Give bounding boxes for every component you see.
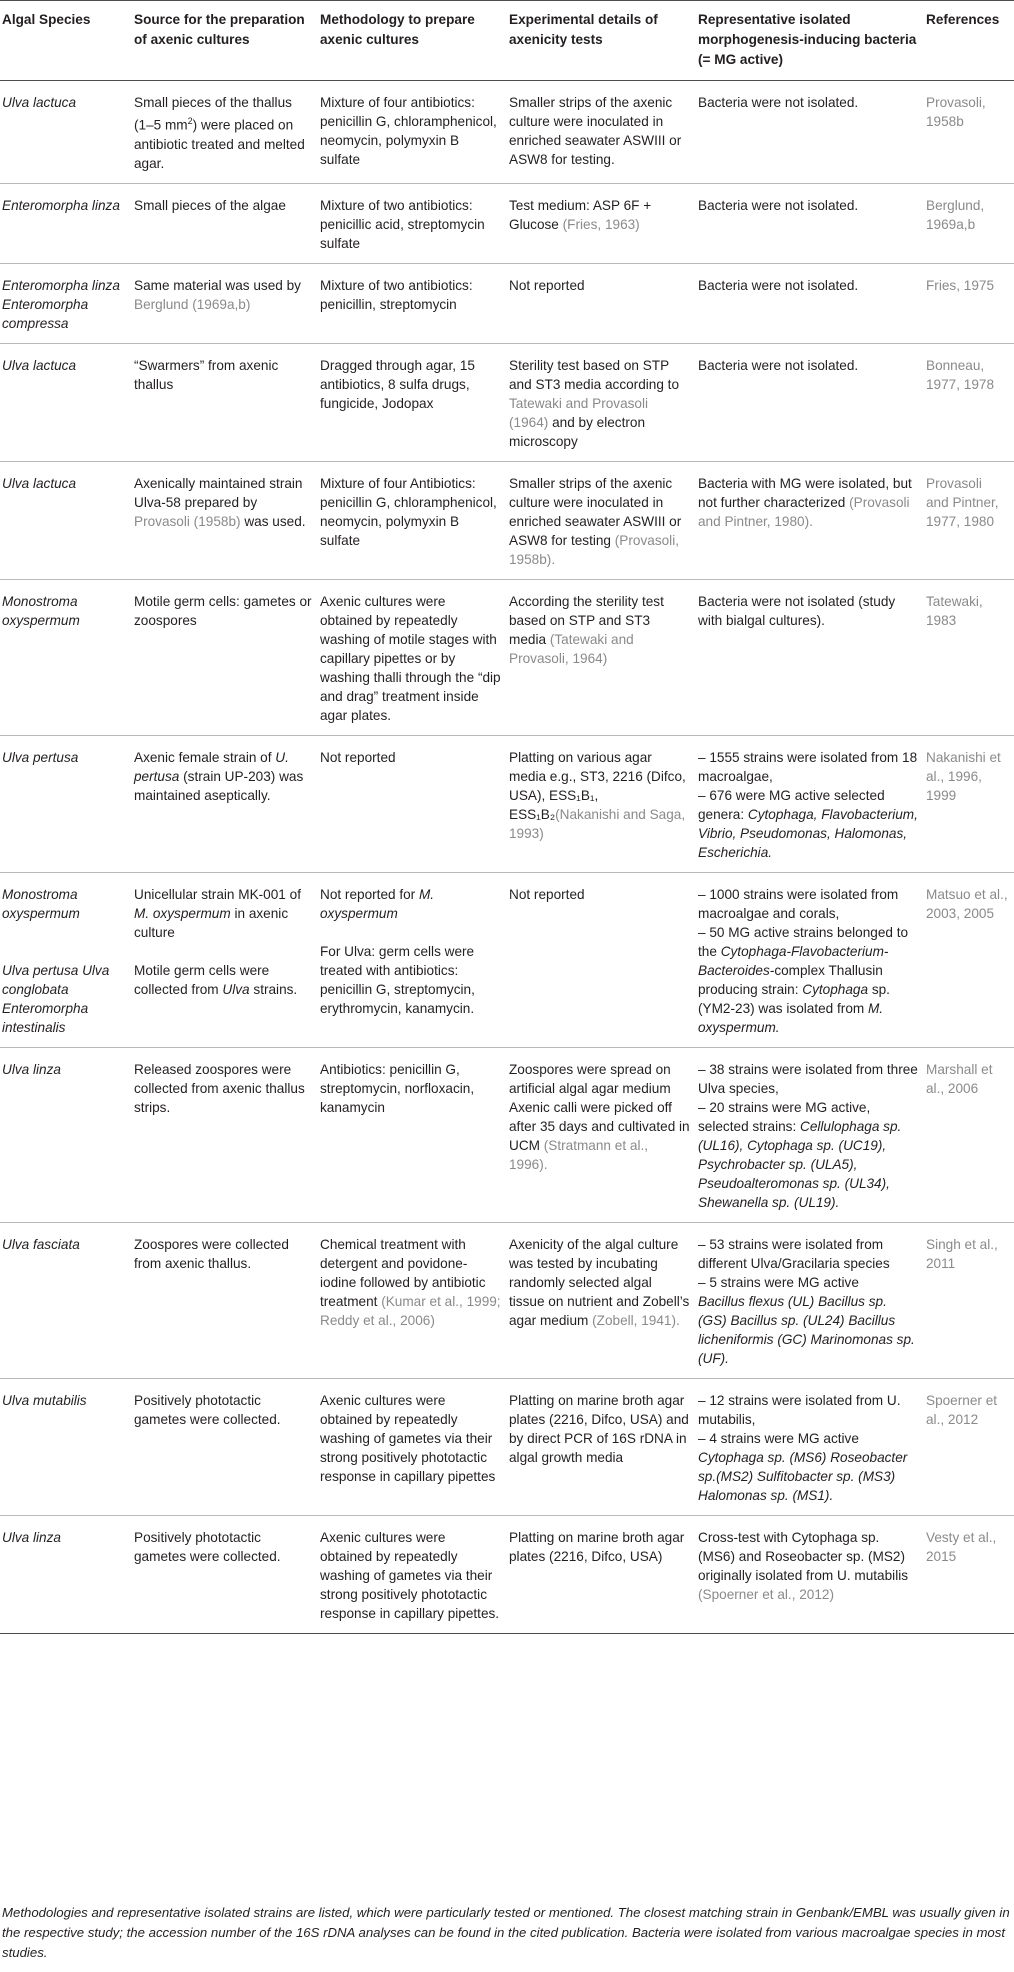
citation: Tatewaki and Provasoli (1964) <box>509 395 649 430</box>
method-line <box>320 885 501 923</box>
method-cell: Mixture of two antibiotics: penicillic acid, streptomycin sulfate <box>318 183 507 263</box>
table-row <box>0 1378 1014 1515</box>
header-isolated-bacteria: Representative isolated morphogenesis-inducing bacteria (= MG active) <box>696 1 924 81</box>
test-cell <box>507 579 696 735</box>
source-text-tail: was used. <box>244 513 306 529</box>
bacteria-genus: Cytophaga <box>802 981 869 997</box>
bacteria-strains: Cellulophaga sp. (UL16), Cytophaga sp. (UC19), Psychrobacter sp. (ULA5), Pseudoalteromonas sp. (UL34), Shewanella sp. (UL19). <box>698 1118 902 1210</box>
bacteria-strains: Bacillus flexus (UL) Bacillus sp. (GS) Bacillus sp. (UL24) Bacillus licheniformis (GC) Marinomonas sp. (UF). <box>698 1293 915 1366</box>
citation: (Spoerner et al., 2012) <box>698 1586 835 1602</box>
test-text: Smaller strips of the axenic culture were inoculated in enriched seawater ASWIII or ASW8 for testing <box>509 475 682 548</box>
header-algal-species: Algal Species <box>0 1 132 81</box>
header-methodology: Methodology to prepare axenic cultures <box>318 1 507 81</box>
method-cell <box>318 1222 507 1378</box>
source-text: Axenically maintained strain Ulva-58 prepared by <box>134 475 303 510</box>
spacer <box>134 942 312 961</box>
reference-cell: Matsuo et al., 2003, 2005 <box>924 872 1014 1047</box>
bacteria-line: – 676 were MG active selected genera: <box>698 787 885 822</box>
method-cell: Dragged through agar, 15 antibiotics, 8 sulfa drugs, fungicide, Jodopax <box>318 343 507 461</box>
bacteria-cell <box>696 872 924 1047</box>
table-row <box>0 1222 1014 1378</box>
citation: (Provasoli and Pintner, 1980). <box>698 494 910 529</box>
bacteria-cell <box>696 735 924 872</box>
species-cell: Ulva lactuca <box>0 461 132 579</box>
method-cell: Mixture of four antibiotics: penicillin G, chloramphenicol, neomycin, polymyxin B sulfate <box>318 81 507 184</box>
table-row <box>0 1515 1014 1633</box>
source-cell <box>132 263 318 343</box>
reference-cell: Marshall et al., 2006 <box>924 1047 1014 1222</box>
test-cell <box>507 183 696 263</box>
species-cell: Ulva linza <box>0 1047 132 1222</box>
bacteria-complex: Cytophaga-Flavobacterium-Bacteroides- <box>698 943 889 978</box>
spacer <box>2 942 126 961</box>
bacteria-genera: Cytophaga, Flavobacterium, Vibrio, Pseudomonas, Halomonas, Escherichia. <box>698 806 918 860</box>
source-cell <box>132 872 318 1047</box>
species-cell: Ulva linza <box>0 1515 132 1633</box>
test-cell: Smaller strips of the axenic culture were inoculated in enriched seawater ASWIII or ASW8 for testing. <box>507 81 696 184</box>
reference-cell: Spoerner et al., 2012 <box>924 1378 1014 1515</box>
species-cell <box>0 872 132 1047</box>
source-cell <box>132 461 318 579</box>
table-footnote: Methodologies and representative isolated strains are listed, which were particularly tested or mentioned. The closest matching strain in Genbank/EMBL was usually given in the respective study; the accession number of the 16S rDNA analyses can be found in the cited publication. Bacteria were isolated from various macroalgae species in most studies. <box>2 1905 1010 1960</box>
species-name: Ulva <box>222 981 250 997</box>
bacteria-strains: Cytophaga sp. (MS6) Roseobacter sp.(MS2) Sulfitobacter sp. (MS3) Halomonas sp. (MS1). <box>698 1449 908 1503</box>
species-cell: Ulva mutabilis <box>0 1378 132 1515</box>
bacteria-cell <box>696 1047 924 1222</box>
table-body <box>0 81 1014 1634</box>
table-row <box>0 343 1014 461</box>
bacteria-cell: Bacteria were not isolated. <box>696 81 924 184</box>
reference-cell: Vesty et al., 2015 <box>924 1515 1014 1633</box>
test-text: According the sterility test based on STP and ST3 media <box>509 593 664 647</box>
citation: (Nakanishi and Saga, 1993) <box>509 806 686 841</box>
test-text: Test medium: ASP 6F + Glucose <box>509 197 652 232</box>
test-text-tail: and by electron microscopy <box>509 414 646 449</box>
table-header <box>0 1 1014 81</box>
test-text: Zoospores were spread on artificial algal agar medium Axenic calli were picked off after 35 days and cultivated in UCM <box>509 1061 690 1153</box>
method-cell: Mixture of four Antibiotics: penicillin G, chloramphenicol, neomycin, polymyxin B sulfate <box>318 461 507 579</box>
species-line: Enteromorpha linza <box>2 277 120 293</box>
test-cell <box>507 1222 696 1378</box>
source-text-tail: in axenic culture <box>134 905 289 940</box>
species-cell <box>0 263 132 343</box>
bacteria-line: – 20 strains were MG active, selected strains: <box>698 1099 871 1134</box>
bacteria-line: – 12 strains were isolated from U. mutabilis, <box>698 1392 901 1427</box>
source-cell: Positively phototactic gametes were collected. <box>132 1378 318 1515</box>
test-cell: Not reported <box>507 872 696 1047</box>
bacteria-line: – 4 strains were MG active <box>698 1430 859 1446</box>
spacer <box>320 923 501 942</box>
bacteria-line: – 50 MG active strains belonged to the <box>698 924 909 959</box>
citation: (Tatewaki and Provasoli, 1964) <box>509 631 634 666</box>
bacteria-cell <box>696 1515 924 1633</box>
table-row <box>0 735 1014 872</box>
bacteria-cell: Bacteria were not isolated. <box>696 263 924 343</box>
reference-cell: Bonneau, 1977, 1978 <box>924 343 1014 461</box>
bacteria-line: – 1000 strains were isolated from macroalgae and corals, <box>698 886 899 921</box>
source-cell: Released zoospores were collected from axenic thallus strips. <box>132 1047 318 1222</box>
method-cell: Not reported <box>318 735 507 872</box>
table-row <box>0 81 1014 184</box>
bacteria-cell <box>696 461 924 579</box>
species-line: Monostroma oxyspermum <box>2 886 80 921</box>
citation: Provasoli (1958b) <box>134 513 241 529</box>
source-cell: “Swarmers” from axenic thallus <box>132 343 318 461</box>
bacteria-line: – 1555 strains were isolated from 18 macroalgae, <box>698 749 918 784</box>
species-name: M. oxyspermum <box>134 905 231 921</box>
bacteria-cell <box>696 1222 924 1378</box>
bacteria-text: complex Thallusin producing strain: <box>698 962 883 997</box>
table-row <box>0 263 1014 343</box>
citation: (Provasoli, 1958b). <box>509 532 679 567</box>
method-line <box>320 942 501 1018</box>
header-source: Source for the preparation of axenic cultures <box>132 1 318 81</box>
table-row <box>0 579 1014 735</box>
source-cell: Positively phototactic gametes were collected. <box>132 1515 318 1633</box>
bacteria-text: Bacteria with MG were isolated, but not further characterized <box>698 475 912 510</box>
table-row <box>0 183 1014 263</box>
source-cell: Zoospores were collected from axenic thallus. <box>132 1222 318 1378</box>
species-name: M. oxyspermum <box>320 886 435 921</box>
source-text-tail: (strain UP-203) was maintained aseptically. <box>134 768 304 803</box>
test-text: Platting on various agar media e.g., ST3, 2216 (Difco, USA), ESS₁B₁, ESS₁B₂ <box>509 749 686 822</box>
method-text: Chemical treatment with detergent and povidone-iodine followed by antibiotic treatment <box>320 1236 486 1309</box>
source-cell: Small pieces of the thallus (1–5 $mm^2$) were placed on antibiotic treated and melted agar. <box>132 81 318 184</box>
source-text: Unicellular strain MK-001 of <box>134 886 301 902</box>
method-cell: Axenic cultures were obtained by repeatedly washing of motile stages with capillary pipettes or by washing thalli through the “dip and drag” treatment inside agar plates. <box>318 579 507 735</box>
bacteria-line: – 38 strains were isolated from three Ulva species, <box>698 1061 918 1096</box>
header-axenicity-tests: Experimental details of axenicity tests <box>507 1 696 81</box>
reference-cell: Provasoli and Pintner, 1977, 1980 <box>924 461 1014 579</box>
test-cell: Platting on marine broth agar plates (2216, Difco, USA) <box>507 1515 696 1633</box>
species-line: Enteromorpha compressa <box>2 296 89 331</box>
species-cell: Ulva lactuca <box>0 343 132 461</box>
method-text: germ cells were treated with antibiotics: penicillin G, streptomycin, erythromycin, kanamycin. <box>320 943 475 1016</box>
method-cell: Axenic cultures were obtained by repeatedly washing of gametes via their strong positively phototactic response in capillary pipettes <box>318 1378 507 1515</box>
test-cell: Not reported <box>507 263 696 343</box>
source-line <box>134 961 312 999</box>
bacteria-cell: Bacteria were not isolated (study with bialgal cultures). <box>696 579 924 735</box>
test-cell <box>507 461 696 579</box>
test-cell <box>507 1047 696 1222</box>
method-cell: Antibiotics: penicillin G, streptomycin, norfloxacin, kanamycin <box>318 1047 507 1222</box>
source-text: Axenic female strain of <box>134 749 272 765</box>
method-text: Not reported for <box>320 886 416 902</box>
species-cell: Enteromorpha linza <box>0 183 132 263</box>
source-text: Same material was used by <box>134 277 301 293</box>
bacteria-text: sp. (YM2-23) was isolated from <box>698 981 890 1016</box>
source-cell: Motile germ cells: gametes or zoospores <box>132 579 318 735</box>
bacteria-text: Cross-test with Cytophaga sp. (MS6) and Roseobacter sp. (MS2) originally isolated from U. mutabilis <box>698 1529 909 1583</box>
test-cell <box>507 735 696 872</box>
reference-cell: Provasoli, 1958b <box>924 81 1014 184</box>
species-line: Ulva pertusa Ulva conglobata Enteromorpha intestinalis <box>2 962 110 1035</box>
reference-cell: Berglund, 1969a,b <box>924 183 1014 263</box>
source-text-tail: strains. <box>253 981 298 997</box>
species-cell: Ulva fasciata <box>0 1222 132 1378</box>
species-cell: Ulva lactuca <box>0 81 132 184</box>
reference-cell: Tatewaki, 1983 <box>924 579 1014 735</box>
species-cell: Monostroma oxyspermum <box>0 579 132 735</box>
bacteria-line: – 5 strains were MG active <box>698 1274 859 1290</box>
reference-cell: Singh et al., 2011 <box>924 1222 1014 1378</box>
header-row <box>0 1 1014 81</box>
bacteria-cell: Bacteria were not isolated. <box>696 183 924 263</box>
test-text: Axenicity of the algal culture was tested by incubating randomly selected algal tissue on nutrient and Zobell’s agar medium <box>509 1236 690 1328</box>
reference-cell: Nakanishi et al., 1996, 1999 <box>924 735 1014 872</box>
species-cell: Ulva pertusa <box>0 735 132 872</box>
source-line <box>134 885 312 942</box>
method-cell <box>318 872 507 1047</box>
species-name: M. oxyspermum. <box>698 1000 884 1035</box>
test-cell <box>507 343 696 461</box>
source-cell <box>132 735 318 872</box>
test-text: Sterility test based on STP and ST3 media according to <box>509 357 680 392</box>
method-cell: Mixture of two antibiotics: penicillin, streptomycin <box>318 263 507 343</box>
bacteria-cell: Bacteria were not isolated. <box>696 343 924 461</box>
citation: (Kumar et al., 1999; Reddy et al., 2006) <box>320 1293 501 1328</box>
method-cell: Axenic cultures were obtained by repeatedly washing of gametes via their strong positively phototactic response in capillary pipettes. <box>318 1515 507 1633</box>
test-cell: Platting on marine broth agar plates (2216, Difco, USA) and by direct PCR of 16S rDNA in algal growth media <box>507 1378 696 1515</box>
source-cell: Small pieces of the algae <box>132 183 318 263</box>
species-name: U. pertusa <box>134 749 289 784</box>
header-references: References <box>924 1 1014 81</box>
citation: (Fries, 1963) <box>562 216 640 232</box>
method-lead: For Ulva: <box>320 943 376 959</box>
bacteria-line: – 53 strains were isolated from different Ulva/Gracilaria species <box>698 1236 890 1271</box>
bacteria-cell <box>696 1378 924 1515</box>
citation: (Stratmann et al., 1996). <box>509 1137 649 1172</box>
citation: Berglund (1969a,b) <box>134 296 251 312</box>
table-row <box>0 1047 1014 1222</box>
citation: (Zobell, 1941). <box>592 1312 680 1328</box>
table-row <box>0 872 1014 1047</box>
spacer <box>2 923 126 942</box>
table-row <box>0 461 1014 579</box>
source-text: Motile germ cells were collected from <box>134 962 270 997</box>
reference-cell: Fries, 1975 <box>924 263 1014 343</box>
